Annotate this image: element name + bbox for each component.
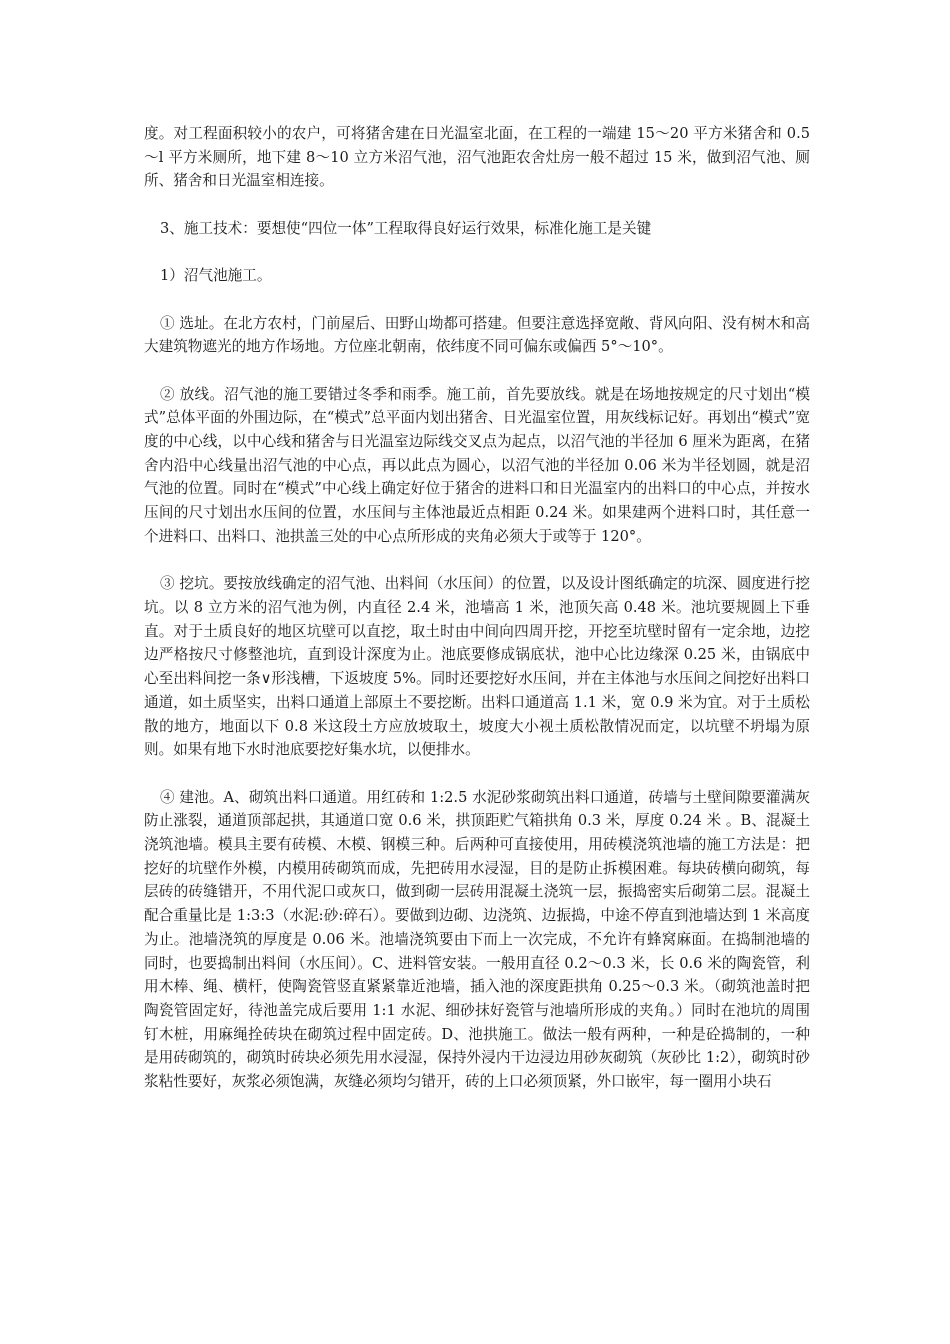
paragraph-layout-marking: ② 放线。沼气池的施工要错过冬季和雨季。施工前，首先要放线。就是在场地按规定的尺寸划出“模式”总体平面的外围边际，在“模式”总平面内划出猪舍、日光温室位置，用灰线标记好。再划出“模式”宽度的中心线，以中心线和猪舍与日光温室边际线交叉点为起点，以沼气池的半径加 6 厘米为距离，在猪舍内沿中心线量出沼气池的中心点，再以此点为圆心，以沼气池的半径加 0.06 米为半径划圆，就是沼气池的位置。同时在“模式”中心线上确定好位于猪舍的进料口和日光温室内的出料口的中心点，并按水压间的尺寸划出水压间的位置，水压间与主体池最近点相距 0.24 米。如果建两个进料口时，其任意一个进料口、出料口、池拱盖三处的中心点所形成的夹角必须大于或等于 120°。 (144, 385, 810, 545)
document-body (144, 122, 810, 1094)
paragraph-intro-continuation: 度。对工程面积较小的农户，可将猪舍建在日光温室北面，在工程的一端建 15～20 平方米猪舍和 0.5～l 平方米厕所，地下建 8～10 立方米沼气池，沼气池距农舍灶房一般不超过 15 米，做到沼气池、厕所、猪舍和日光温室相连接。 (144, 125, 810, 190)
paragraph-excavation: ③ 挖坑。要按放线确定的沼气池、出料间（水压间）的位置，以及设计图纸确定的坑深、圆度进行挖坑。以 8 立方米的沼气池为例，内直径 2.4 米，池墙高 1 米，池顶矢高 0.48 米。池坑要规圆上下垂直。对于土质良好的地区坑壁可以直挖，取土时由中间向四周开挖，开挖至坑壁时留有一定余地，边挖边严格按尺寸修整池坑，直到设计深度为止。池底要修成锅底状，池中心比边缘深 0.25 米，由锅底中心至出料间挖一条∨形浅槽，下返坡度 5%。同时还要挖好水压间，并在主体池与水压间之间挖好出料口通道，如土质坚实，出料口通道上部原土不要挖断。出料口通道高 1.1 米，宽 0.9 米为宜。对于土质松散的地方，地面以下 0.8 米这段土方应放坡取土，坡度大小视土质松散情况而定，以坑壁不坍塌为原则。如果有地下水时池底要挖好集水坑，以便排水。 (144, 575, 811, 759)
paragraph-biogas-tank-construction: 1）沼气池施工。 (160, 267, 272, 285)
paragraph-site-selection: ① 选址。在北方农村，门前屋后、田野山坳都可搭建。但要注意选择宽敞、背风向阳、没有树木和高大建筑物遮光的地方作场地。方位座北朝南，依纬度不同可偏东或偏西 5°～10°。 (144, 314, 810, 356)
paragraph-construction-technique: 3、施工技术：要想使“四位一体”工程取得良好运行效果，标准化施工是关键 (160, 219, 652, 237)
paragraph-tank-building: ④ 建池。A、砌筑出料口通道。用红砖和 1:2.5 水泥砂浆砌筑出料口通道，砖墙与土壁间隙要灌满灰防止涨裂，通道顶部起拱，其通道口宽 0.6 米，拱顶距贮气箱拱角 0.3 米，厚度 0.24 米 。B、混凝土浇筑池墙。模具主要有砖模、木模、钢模三种。后两种可直接使用，用砖模浇筑池墙的施工方法是：把挖好的坑壁作外模，内模用砖砌筑而成，先把砖用水浸湿，目的是防止拆模困难。每块砖横向砌筑，每层砖的砖缝错开，不用代泥口或灰口，做到砌一层砖用混凝土浇筑一层，振捣密实后砌第二层。混凝土配合重量比是 1:3:3（水泥:砂:碎石）。要做到边砌、边浇筑、边振捣，中途不停直到池墙达到 1 米高度为止。池墙浇筑的厚度是 0.06 米。池墙浇筑要由下而上一次完成，不允许有蜂窝麻面。在捣制池墙的同时，也要捣制出料间（水压间）。C、进料管安装。一般用直径 0.2～0.3 米，长 0.6 米的陶瓷管，利用木棒、绳、横杆，使陶瓷管竖直紧紧靠近池墙，插入池的深度距拱角 0.25～0.3 米。（砌筑池盖时把陶瓷管固定好，待池盖完成后要用 1:1 水泥、细砂抹好瓷管与池墙所形成的夹角。）同时在池坑的周围钉木桩，用麻绳拴砖块在砌筑过程中固定砖。D、池拱施工。做法一般有两种，一种是砼捣制的，一种是用砖砌筑的，砌筑时砖块必须先用水浸湿，保持外浸内干边浸边用砂灰砌筑（灰砂比 1:2），砌筑时砂浆粘性要好，灰浆必须饱满，灰缝必须均匀错开，砖的上口必须顶紧，外口嵌牢，每一圈用小块石 (144, 788, 810, 1091)
